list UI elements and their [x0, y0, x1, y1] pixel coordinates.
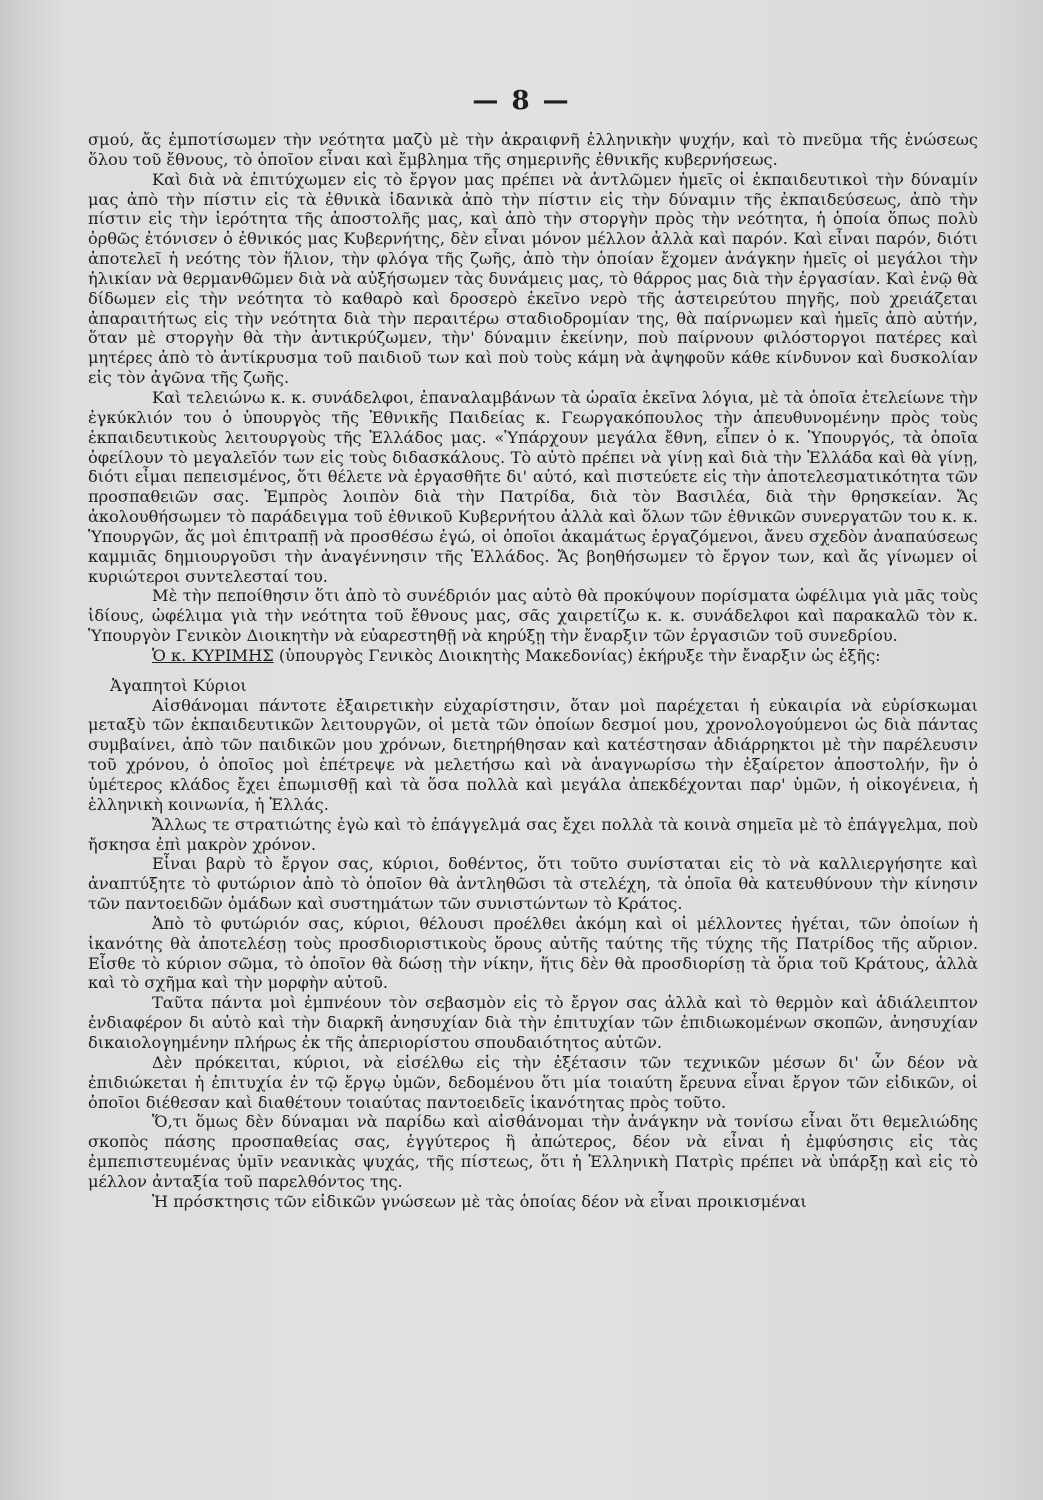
paragraph: Καὶ διὰ νὰ ἐπιτύχωμεν εἰς τὸ ἔργον μας πρέπει νὰ ἀντλῶμεν ἡμεῖς οἱ ἐκπαιδευτικοὶ τὴν δύναμίν μας ἀπὸ τὴν πίστιν εἰς τὰ ἐθνικὰ ἰδανικὰ ἀπὸ τὴν πίστιν εἰς τὴν δύναμιν τῆς ἐκπαιδεύσεως, ἀπὸ τὴν πίστιν εἰς τὴν ἱερότητα τῆς ἀποστολῆς μας, καὶ ἀπὸ τὴν στοργὴν πρὸς τὴν νεότητα, ἡ ὁποία ὅπως πολὺ ὀρθῶς ἐτόνισεν ὁ ἐθνικός μας Κυβερνήτης, δὲν εἶναι μόνον μέλλον ἀλλὰ καὶ παρόν. Καὶ εἶναι παρόν, διότι ἀποτελεῖ ἡ νεότης τὸν ἥλιον, τὴν φλόγα τῆς ζωῆς, ἀπὸ τὴν ὁποίαν ἔχομεν ἀνάγκην ἡμεῖς οἱ μεγάλοι τὴν ἡλικίαν νὰ θερμανθῶμεν διὰ νὰ αὐξήσωμεν τὰς δυνάμεις μας, τὸ θάρρος μας διὰ τὴν ἐργασίαν. Καὶ ἐνῷ θὰ δίδωμεν εἰς τὴν νεότητα τὸ καθαρὸ καὶ δροσερὸ ἐκεῖνο νερὸ τῆς ἀστειρεύτου πηγῆς, ποὺ χρειάζεται ἀπαραιτήτως εἰς τὴν νεότητα διὰ τὴν περαιτέρω σταδιοδρομίαν της, θὰ παίρνωμεν καὶ ἡμεῖς ἀπὸ αὐτήν, ὅταν μὲ στοργὴν θὰ τὴν ἀντικρύζωμεν, τὴν' δύναμιν ἐκείνην, ποὺ παίρνουν φιλόστοργοι πατέρες καὶ μητέρες ἀπὸ τὸ ἀντίκρυσμα τοῦ παιδιοῦ των καὶ ποὺ τοὺς κάμη νὰ ἀψηφοῦν κάθε κίνδυνον καὶ δυσκολίαν εἰς τὸν ἀγῶνα τῆς ζωῆς. [88, 169, 978, 388]
speech-paragraph: Ταῦτα πάντα μοὶ ἐμπνέουν τὸν σεβασμὸν εἰς τὸ ἔργον σας ἀλλὰ καὶ τὸ θερμὸν καὶ ἀδιάλειπτον ἐνδιαφέρον δι αὐτὸ καὶ τὴν διαρκῆ ἀνησυχίαν διὰ τὴν ἐπιτυχίαν τῶν ἐπιδιωκομένων σκοπῶν, ἀνησυχίαν δικαιολογημένην πλήρως ἐκ τῆς ἀπεριορίστου σπουδαιότητος αὐτῶν. [88, 993, 978, 1052]
speech-paragraph: Ἀπὸ τὸ φυτώριόν σας, κύριοι, θέλουσι προέλθει ἀκόμη καὶ οἱ μέλλοντες ἡγέται, τῶν ὁποίων ἡ ἱκανότης θὰ ἀποτελέσῃ τοὺς προσδιοριστικοὺς ὅρους αὐτῆς ταύτης τῆς τύχης τῆς Πατρίδος τῆς αὔριον. Εἶσθε τὸ κύριον σῶμα, τὸ ὁποῖον θὰ δώσῃ τὴν νίκην, ἥτις δὲν θὰ προσδιορίσῃ τὰ ὅρια τοῦ Κράτους, ἀλλὰ καὶ τὸ σχῆμα καὶ τὴν μορφὴν αὐτοῦ. [88, 913, 978, 993]
speech-paragraph: Ἡ πρόσκτησις τῶν εἰδικῶν γνώσεων μὲ τὰς ὁποίας δέον νὰ εἶναι προικισμέναι [152, 1191, 807, 1211]
paragraph: σμού, ἄς ἐμποτίσωμεν τὴν νεότητα μαζὺ μὲ τὴν ἀκραιφνῆ ἑλληνικὴν ψυχήν, καὶ τὸ πνεῦμα τῆς ἑνώσεως ὅλου τοῦ ἔθνους, τὸ ὁποῖον εἶναι καὶ ἔμβλημα τῆς σημερινῆς ἐθνικῆς κυβερνήσεως. [88, 130, 978, 169]
speech-paragraph: Δὲν πρόκειται, κύριοι, νὰ εἰσέλθω εἰς τὴν ἐξέτασιν τῶν τεχνικῶν μέσων δι' ὧν δέον νὰ ἐπιδιώκεται ἡ ἐπιτυχία ἐν τῷ ἔργῳ ὑμῶν, δεδομένου ὅτι μία τοιαύτη ἔρευνα εἶναι ἔργον τῶν εἰδικῶν, οἱ ὁποῖοι διέθεσαν καὶ διαθέτουν τοιαύτας παντοειδεῖς ἱκανότητας πρὸς τοῦτο. [88, 1052, 978, 1112]
speech-paragraph: Ὅ,τι ὅμως δὲν δύναμαι νὰ παρίδω καὶ αἰσθάνομαι τὴν ἀνάγκην νὰ τονίσω εἶναι ὅτι θεμελιώδης σκοπὸς πάσης προσπαθείας σας, ἐγγύτερος ἢ ἀπώτερος, δέον νὰ εἶναι ἡ ἐμφύσησις εἰς τὰς ἐμπεπιστευμένας ὑμῖν νεανικὰς ψυχάς, τῆς πίστεως, ὅτι ἡ Ἑλληνικὴ Πατρὶς πρέπει νὰ ὑπάρξῃ καὶ εἰς τὸ μέλλον ἀνταξία τοῦ παρελθόντος της. [88, 1112, 978, 1191]
speech-paragraph: Αἰσθάνομαι πάντοτε ἐξαιρετικὴν εὐχαρίστησιν, ὅταν μοὶ παρέχεται ἡ εὐκαιρία νὰ εὑρίσκωμαι μεταξὺ τῶν ἐκπαιδευτικῶν λειτουργῶν, οἱ μετὰ τῶν ὁποίων δεσμοί μου, χρονολογούμενοι ὡς διὰ πάντας συμβαίνει, ἀπὸ τῶν παιδικῶν μου χρόνων, διετηρήθησαν καὶ κατέστησαν ἀδιάρρηκτοι μὲ τὴν παρέλευσιν τοῦ χρόνου, ὁ ὁποῖος μοὶ ἐπέτρεψε νὰ μελετήσω καὶ νὰ ἀναγνωρίσω τὴν ἐξαίρετον ἀποστολήν, ἣν ὁ ὑμέτερος κλάδος ἔχει ἐπωμισθῇ καὶ τὰ ὅσα πολλὰ καὶ μεγάλα ἀπεκδέχονται παρ' ὑμῶν, ἡ οἰκογένεια, ἡ ἑλληνικὴ κοινωνία, ἡ Ἑλλάς. [88, 695, 978, 814]
speaker-name: Ὁ κ. ΚΥΡΙΜΗΣ [152, 645, 274, 665]
paragraph: Μὲ τὴν πεποίθησιν ὅτι ἀπὸ τὸ συνέδριόν μας αὐτὸ θὰ προκύψουν πορίσματα ὠφέλιμα γιὰ μᾶς τοὺς ἰδίους, ὠφέλιμα γιὰ τὴν νεότητα τοῦ ἔθνους μας, σᾶς χαιρετίζω κ. κ. συνάδελφοι καὶ παρακαλῶ τὸν κ. Ὑπουργὸν Γενικὸν Διοικητὴν νὰ εὐαρεστηθῇ νὰ κηρύξῃ τὴν ἔναρξιν τῶν ἐργασιῶν τοῦ συνεδρίου. [88, 586, 978, 646]
paragraph: Καὶ τελειώνω κ. κ. συνάδελφοι, ἐπαναλαμβάνων τὰ ὡραῖα ἐκεῖνα λόγια, μὲ τὰ ὁποῖα ἐτελείωνε τὴν ἐγκύκλιόν του ὁ ὑπουργὸς τῆς Ἐθνικῆς Παιδείας κ. Γεωργακόπουλος τὴν ἀπευθυνομένην πρὸς τοὺς ἐκπαιδευτικοὺς λειτουργοὺς τῆς Ἑλλάδος μας. «Ὑπάρχουν μεγάλα ἔθνη, εἶπεν ὁ κ. Ὑπουργός, τὰ ὁποῖα ὀφείλουν τὸ μεγαλεῖόν των εἰς τοὺς διδασκάλους. Τὸ αὐτὸ πρέπει νὰ γίνῃ καὶ διὰ τὴν Ἑλλάδα καὶ θὰ γίνῃ, διότι εἶμαι πεπεισμένος, ὅτι θέλετε νὰ ἐργασθῆτε δι' αὐτό, καὶ πιστεύετε εἰς τὴν ἀποτελεσματικότητα τῶν προσπαθειῶν σας. Ἐμπρὸς λοιπὸν διὰ τὴν Πατρίδα, διὰ τὸν Βασιλέα, διὰ τὴν θρησκείαν. Ἄς ἀκολουθήσωμεν τὸ παράδειγμα τοῦ ἐθνικοῦ Κυβερνήτου ἀλλὰ καὶ ὅλων τῶν ἐθνικῶν συνεργατῶν του κ. κ. Ὑπουργῶν, ἄς μοὶ ἐπιτραπῇ νὰ προσθέσω ἐγώ, οἱ ὁποῖοι ἀκαμάτως ἐργαζόμενοι, ἄνευ σχεδὸν ἀναπαύσεως καμμιᾶς δημιουργοῦσι τὴν ἀναγέννησιν τῆς Ἑλλάδος. Ἄς βοηθήσωμεν τὸ ἔργον των, καὶ ἄς γίνωμεν οἱ κυριώτεροι συντελεσταί του. [88, 387, 978, 586]
speaker-intro: (ὑπουργὸς Γενικὸς Διοικητὴς Μακεδονίας) ἐκήρυξε τὴν ἔναρξιν ὡς ἑξῆς: [273, 645, 881, 665]
speech-paragraph: Ἄλλως τε στρατιώτης ἐγὼ καὶ τὸ ἐπάγγελμά σας ἔχει πολλὰ τὰ κοινὰ σημεῖα μὲ τὸ ἐπάγγελμα, ποὺ ἤσκησα ἐπὶ μακρὸν χρόνον. [88, 814, 978, 854]
speaker-paragraph [88, 646, 978, 666]
page-number: — 8 — [472, 86, 571, 116]
body-text [88, 130, 978, 1212]
salutation: Ἀγαπητοὶ Κύριοι [110, 675, 247, 695]
speech-paragraph: Εἶναι βαρὺ τὸ ἔργον σας, κύριοι, δοθέντος, ὅτι τοῦτο συνίσταται εἰς τὸ νὰ καλλιεργήσητε καὶ ἀναπτύξητε τὸ φυτώριον ἀπὸ τὸ ὁποῖον θὰ ἀντληθῶσι τὰ στελέχη, τὰ ὁποῖα θὰ κατευθύνουν τὴν κίνησιν τῶν παντοειδῶν ὁμάδων καὶ συστημάτων τῶν συνιστώντων τὸ Κράτος. [88, 854, 978, 914]
